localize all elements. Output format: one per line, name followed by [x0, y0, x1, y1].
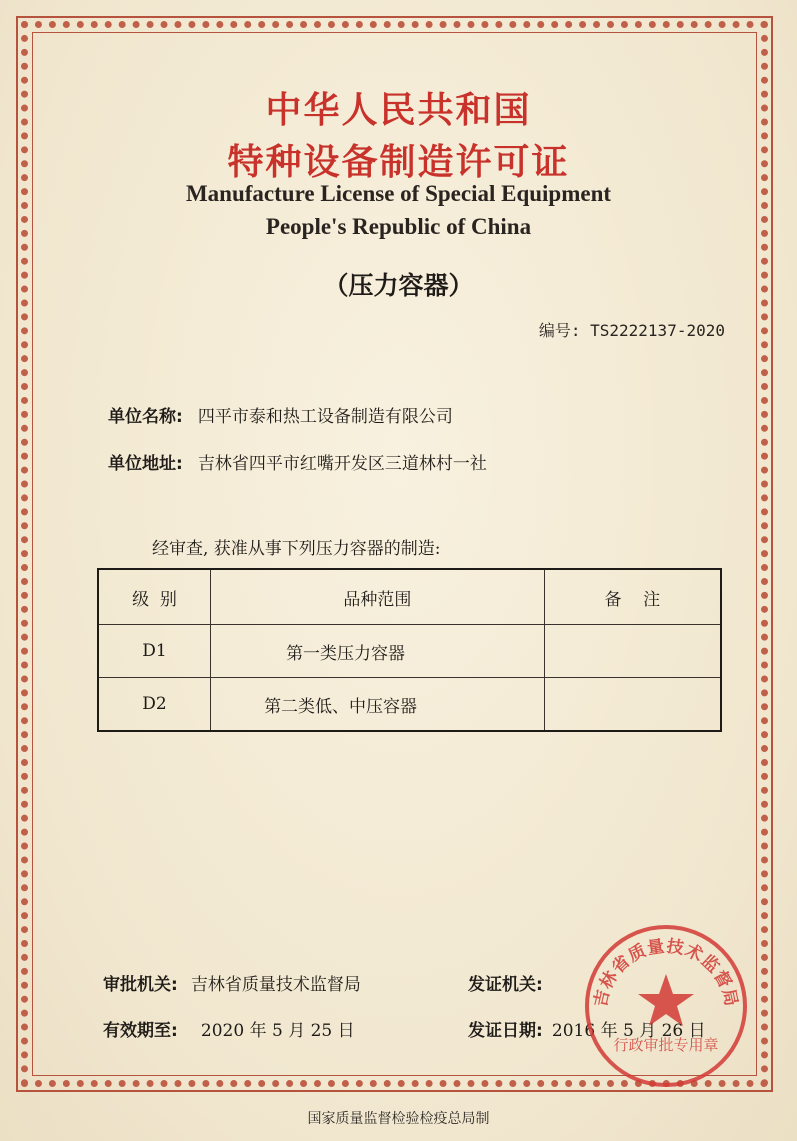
approver-label: 审批机关: — [103, 975, 178, 995]
serial-number: 编号: TS2222137-2020 — [538, 321, 725, 340]
unit-name-value: 四平市泰和热工设备制造有限公司 — [197, 407, 453, 427]
title-cn-line2: 特种设备制造许可证 — [227, 142, 570, 183]
issuer-label: 发证机关: — [468, 975, 543, 995]
seal-text-top: 吉林省质量技术监督局 — [590, 936, 742, 1009]
header-remark: 备 注 — [544, 569, 721, 625]
scope-table — [97, 568, 722, 732]
table-row — [98, 625, 721, 678]
row-scope: 第二类低、中压容器 — [211, 678, 545, 732]
header-level: 级 别 — [98, 569, 211, 625]
unit-address-label: 单位地址: — [108, 454, 183, 474]
row-remark — [544, 625, 721, 678]
unit-address-row — [108, 449, 487, 474]
approver-value: 吉林省质量技术监督局 — [190, 975, 361, 995]
row-level: D1 — [98, 625, 211, 678]
approver-row — [103, 970, 361, 995]
table-header-row — [98, 569, 721, 625]
valid-until-value: 2020 年 5 月 25 日 — [200, 1021, 355, 1041]
title-en-line1: Manufacture License of Special Equipment — [185, 181, 612, 206]
title-en-line2: People's Republic of China — [265, 214, 532, 239]
valid-until-row — [103, 1016, 355, 1041]
star-icon — [638, 974, 694, 1026]
table-row — [98, 678, 721, 732]
row-remark — [544, 678, 721, 732]
unit-name-label: 单位名称: — [108, 407, 183, 427]
seal-text-bottom: 行政审批专用章 — [613, 1036, 719, 1054]
issuing-authority-footer: 国家质量监督检验检疫总局制 — [307, 1111, 490, 1127]
unit-name-row — [108, 402, 453, 427]
valid-until-label: 有效期至: — [103, 1021, 178, 1041]
row-level: D2 — [98, 678, 211, 732]
approval-statement: 经审查, 获准从事下列压力容器的制造: — [152, 539, 441, 559]
header-scope: 品种范围 — [211, 569, 545, 625]
license-category: （压力容器） — [323, 271, 474, 300]
official-seal — [582, 922, 750, 1090]
issuer-row — [468, 970, 543, 995]
unit-address-value: 吉林省四平市红嘴开发区三道林村一社 — [197, 454, 487, 474]
title-cn-line1: 中华人民共和国 — [265, 90, 532, 131]
row-scope: 第一类压力容器 — [211, 625, 545, 678]
issue-date-value: 2016 年 5 月 26 日 — [551, 1021, 706, 1041]
issue-date-label: 发证日期: — [468, 1021, 543, 1041]
